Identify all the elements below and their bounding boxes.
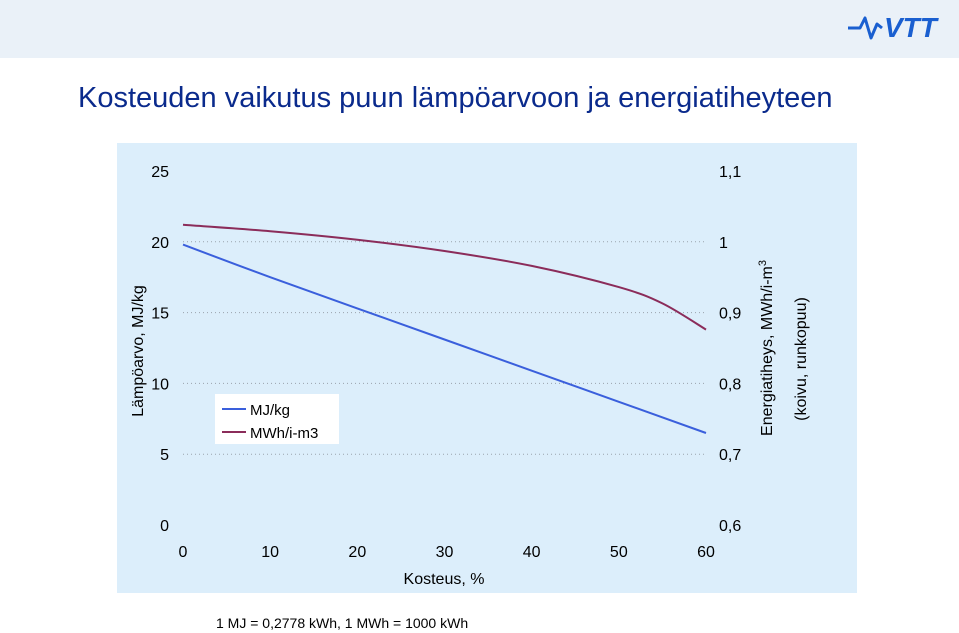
x-tick-label: 60 xyxy=(697,544,715,561)
y-left-tick-label: 5 xyxy=(160,447,169,465)
y-right-tick-label: 1 xyxy=(719,234,728,252)
y-axis-label-left: Lämpöarvo, MJ/kg xyxy=(130,285,147,417)
y-right-tick-label: 0,8 xyxy=(719,376,742,394)
y-axis-label-right-sub: (koivu, runkopuu) xyxy=(793,297,810,421)
y-axis-label-right-sup: 3 xyxy=(757,260,769,267)
page-title: Kosteuden vaikutus puun lämpöarvoon ja energiatiheyteen xyxy=(78,82,833,114)
x-tick-label: 30 xyxy=(435,544,454,561)
y-left-tick-label: 15 xyxy=(151,305,169,323)
y-left-tick-label: 20 xyxy=(151,234,169,252)
y-right-tick-label: 1,1 xyxy=(719,164,742,181)
x-tick-label: 0 xyxy=(178,544,188,561)
y-axis-label-right-main: Energiatiheys, MWh/i-m xyxy=(759,266,776,436)
x-tick-label: 10 xyxy=(261,544,280,561)
y-right-tick-label: 0,6 xyxy=(719,518,742,535)
y-left-tick-label: 10 xyxy=(151,376,169,394)
y-left-tick-label: 25 xyxy=(151,164,169,181)
logo-text: VTT xyxy=(884,12,937,43)
x-tick-label: 20 xyxy=(348,544,367,561)
x-tick-label: 50 xyxy=(609,544,628,561)
y-right-tick-label: 0,7 xyxy=(719,447,742,465)
x-axis-label: Kosteus, % xyxy=(403,571,485,588)
legend-label-mwh: MWh/i-m3 xyxy=(250,425,319,442)
y-left-tick-label: 0 xyxy=(160,518,169,535)
series-line-mwh xyxy=(183,225,706,330)
y-axis-label-right xyxy=(757,260,776,436)
x-tick-label: 40 xyxy=(522,544,541,561)
legend-label-mjkg: MJ/kg xyxy=(250,402,291,419)
footnote: 1 MJ = 0,2778 kWh, 1 MWh = 1000 kWh xyxy=(216,615,469,631)
y-right-tick-label: 0,9 xyxy=(719,305,742,323)
